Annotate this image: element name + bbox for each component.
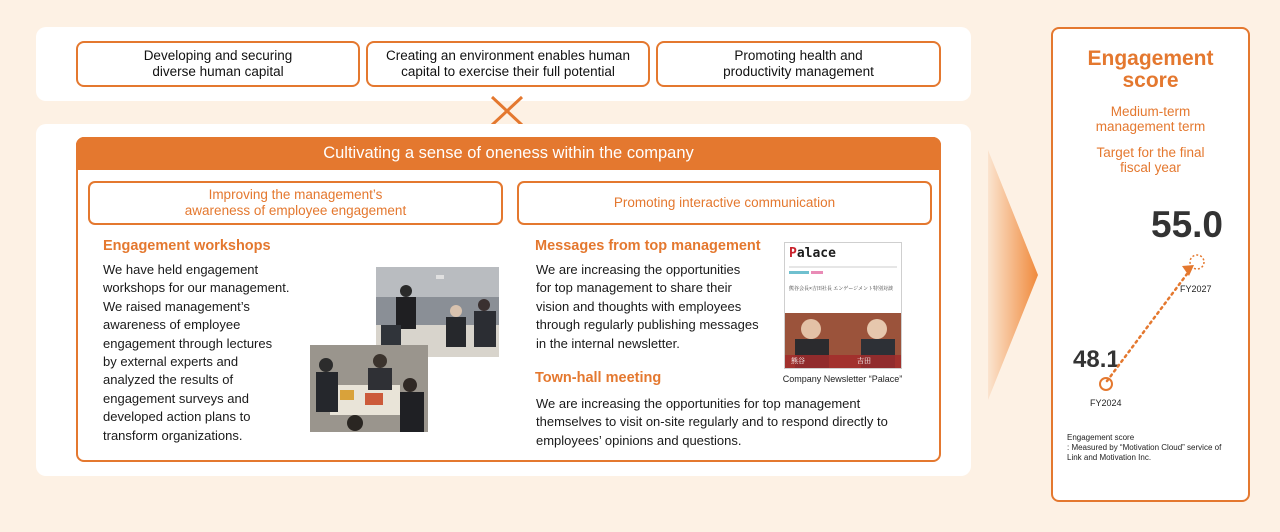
engagement-workshops-title: Engagement workshops <box>103 238 271 254</box>
pillar-health-productivity: Promoting health and productivity management <box>656 41 941 87</box>
score-title: Engagement score <box>1087 47 1214 92</box>
score-note: Engagement score : Measured by “Motivation Cloud” service of Link and Motivation Inc. <box>1067 433 1222 462</box>
newsletter-image <box>784 242 902 369</box>
score-term: Medium-term management term <box>1095 104 1206 134</box>
messages-title: Messages from top management <box>535 238 761 254</box>
score-start-label: FY2024 <box>1090 398 1122 408</box>
subheading-management-awareness: Improving the management’s awareness of employee engagement <box>88 181 503 225</box>
score-target: Target for the final fiscal year <box>1096 145 1205 175</box>
newsletter-caption: Company Newsletter “Palace” <box>782 374 903 384</box>
newsletter-masthead: Palace <box>789 246 836 261</box>
score-end-label: FY2027 <box>1180 284 1212 294</box>
newsletter-name-right: 吉田 <box>857 358 871 365</box>
townhall-body: We are increasing the opportunities for top management themselves to visit on-site regularly and to respond directly to employees’ opinions and questions. <box>536 396 888 448</box>
pillar-diverse-human-capital: Developing and securing diverse human capital <box>76 41 360 87</box>
newsletter-name-left: 熊谷 <box>791 358 805 365</box>
messages-body: We are increasing the opportunities for top management to share their vision and thoughts with employees through regularly publishing messages in the internal newsletter. <box>536 262 759 351</box>
multiply-icon <box>488 94 526 128</box>
score-end-value: 55.0 <box>1151 204 1224 245</box>
newsletter-headline: 熊谷会長×吉田社長 エンゲージメント特別対談 <box>789 286 893 292</box>
oneness-banner: Cultivating a sense of oneness within the company <box>76 137 941 170</box>
engagement-workshops-body: We have held engagement workshops for our management. We raised management’s awareness of employee engagement through lectures by external experts and analyzed the results of engagement surveys and developed action plans to transform organizations. <box>103 262 290 443</box>
score-start-value: 48.1 <box>1073 346 1120 373</box>
townhall-title: Town-hall meeting <box>535 370 662 386</box>
workshop-photo-1 <box>376 267 499 357</box>
pillar-environment: Creating an environment enables human capital to exercise their full potential <box>366 41 650 87</box>
subheading-interactive-communication: Promoting interactive communication <box>517 181 932 225</box>
score-progress-line <box>1090 250 1210 400</box>
workshop-photo-2 <box>310 345 428 432</box>
right-arrow-icon <box>988 150 1038 400</box>
